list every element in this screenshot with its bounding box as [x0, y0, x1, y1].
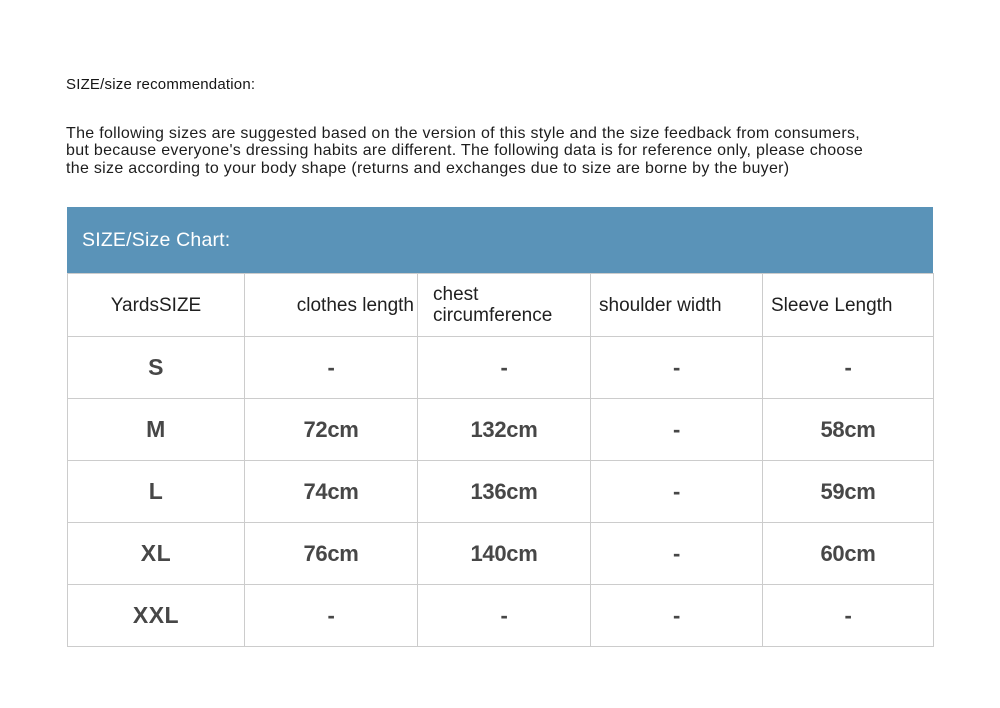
value-cell: 76cm: [245, 523, 418, 585]
value-cell: -: [591, 399, 763, 461]
size-chart: [67, 207, 933, 647]
value-cell: 60cm: [763, 523, 934, 585]
column-header-sleeve-length: Sleeve Length: [763, 274, 934, 337]
intro-line-3: the size according to your body shape (returns and exchanges due to size are borne by the buyer): [66, 159, 790, 177]
size-label: S: [68, 337, 245, 399]
size-row-xxl: [68, 585, 934, 647]
value-cell: -: [763, 337, 934, 399]
size-label: XL: [68, 523, 245, 585]
value-cell: 140cm: [418, 523, 591, 585]
value-cell: -: [245, 585, 418, 647]
intro-line-2: but because everyone's dressing habits are different. The following data is for reference only, please choose: [66, 142, 864, 160]
value-cell: 74cm: [245, 461, 418, 523]
page-title: SIZE/size recommendation:: [66, 76, 256, 93]
size-label: XXL: [68, 585, 245, 647]
size-row-l: [68, 461, 934, 523]
size-row-s: [68, 337, 934, 399]
value-cell: 132cm: [418, 399, 591, 461]
size-row-m: [68, 399, 934, 461]
value-cell: -: [591, 585, 763, 647]
column-header-chest-circumference: chest circumference: [418, 274, 591, 337]
value-cell: -: [245, 337, 418, 399]
value-cell: 58cm: [763, 399, 934, 461]
size-label: L: [68, 461, 245, 523]
value-cell: 136cm: [418, 461, 591, 523]
value-cell: 72cm: [245, 399, 418, 461]
column-header-yards-size: YardsSIZE: [68, 274, 245, 337]
value-cell: -: [591, 461, 763, 523]
size-chart-header: SIZE/Size Chart:: [67, 207, 933, 273]
column-header-shoulder-width: shoulder width: [591, 274, 763, 337]
size-table-header-row: [68, 274, 934, 337]
size-label: M: [68, 399, 245, 461]
value-cell: -: [763, 585, 934, 647]
size-row-xl: [68, 523, 934, 585]
value-cell: -: [591, 337, 763, 399]
column-header-clothes-length: clothes length: [245, 274, 418, 337]
value-cell: -: [591, 523, 763, 585]
value-cell: 59cm: [763, 461, 934, 523]
value-cell: -: [418, 337, 591, 399]
size-table: [67, 273, 934, 647]
intro-line-1: The following sizes are suggested based on the version of this style and the size feedback from consumers,: [66, 125, 860, 142]
intro-paragraph: [66, 125, 946, 177]
value-cell: -: [418, 585, 591, 647]
